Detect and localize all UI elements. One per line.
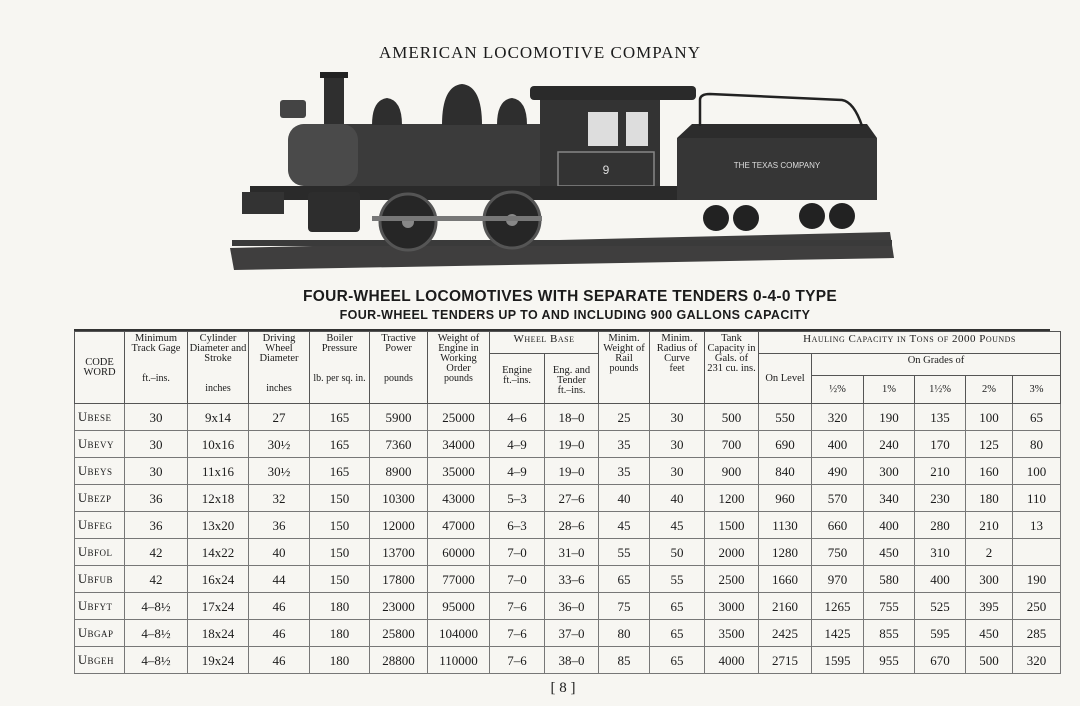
cell-tractive: 12000 <box>370 512 428 539</box>
cell-rail: 55 <box>599 539 650 566</box>
cell-grade-1: 755 <box>864 593 915 620</box>
cell-code-word: Ubese <box>75 404 125 431</box>
cell-grade-1: 955 <box>864 647 915 674</box>
cell-rail: 75 <box>599 593 650 620</box>
cell-grade-1: 855 <box>864 620 915 647</box>
cell-driving-wheel: 44 <box>249 566 310 593</box>
cell-weight: 77000 <box>428 566 490 593</box>
cell-curve: 50 <box>650 539 705 566</box>
specification-table <box>74 331 1061 674</box>
page-title: FOUR-WHEEL LOCOMOTIVES WITH SEPARATE TENDERS 0-4-0 TYPE <box>302 288 838 305</box>
cell-grade-3: 285 <box>1013 620 1061 647</box>
tender-lettering: THE TEXAS COMPANY <box>733 161 821 170</box>
cell-tank: 1200 <box>705 485 759 512</box>
table-row <box>75 647 1061 674</box>
cell-cylinder: 11x16 <box>188 458 249 485</box>
table-row <box>75 566 1061 593</box>
cell-boiler: 150 <box>310 566 370 593</box>
table-row <box>75 485 1061 512</box>
header-driving-wheel: Driving Wheel Diameter inches <box>249 332 310 404</box>
cell-weight: 25000 <box>428 404 490 431</box>
cell-grade-1: 580 <box>864 566 915 593</box>
cell-cylinder: 19x24 <box>188 647 249 674</box>
cell-tank: 3500 <box>705 620 759 647</box>
cab-number: 9 <box>602 163 610 177</box>
cell-on-level: 840 <box>759 458 812 485</box>
cell-on-level: 2425 <box>759 620 812 647</box>
cell-weight: 47000 <box>428 512 490 539</box>
header-rail-weight: Minim. Weight of Rail pounds <box>599 332 650 404</box>
table-row <box>75 512 1061 539</box>
cell-driving-wheel: 46 <box>249 593 310 620</box>
cell-grade-2: 180 <box>966 485 1013 512</box>
cell-grade-1-half: 135 <box>915 404 966 431</box>
cell-curve: 65 <box>650 647 705 674</box>
cell-on-level: 2160 <box>759 593 812 620</box>
cell-cylinder: 17x24 <box>188 593 249 620</box>
header-wb-engine: Engine ft.–ins. <box>490 354 545 404</box>
cell-wb-tender: 28–6 <box>545 512 599 539</box>
cell-gage: 30 <box>125 404 188 431</box>
header-boiler-pressure: Boiler Pressure lb. per sq. in. <box>310 332 370 404</box>
header-on-level: On Level <box>759 354 812 404</box>
cell-grade-2: 160 <box>966 458 1013 485</box>
cell-grade-3: 190 <box>1013 566 1061 593</box>
cell-grade-1-half: 310 <box>915 539 966 566</box>
header-grade-3: 3% <box>1013 376 1061 404</box>
cell-wb-tender: 38–0 <box>545 647 599 674</box>
cell-grade-1-half: 670 <box>915 647 966 674</box>
cell-tank: 3000 <box>705 593 759 620</box>
cell-cylinder: 16x24 <box>188 566 249 593</box>
cell-grade-half: 570 <box>812 485 864 512</box>
cell-rail: 40 <box>599 485 650 512</box>
cell-driving-wheel: 36 <box>249 512 310 539</box>
cell-gage: 30 <box>125 458 188 485</box>
cell-wb-engine: 4–9 <box>490 458 545 485</box>
cell-wb-engine: 4–9 <box>490 431 545 458</box>
cell-grade-3: 110 <box>1013 485 1061 512</box>
cell-grade-1-half: 280 <box>915 512 966 539</box>
cell-tractive: 10300 <box>370 485 428 512</box>
cell-gage: 36 <box>125 512 188 539</box>
header-tractive-power: Tractive Power pounds <box>370 332 428 404</box>
cell-cylinder: 10x16 <box>188 431 249 458</box>
cell-wb-tender: 27–6 <box>545 485 599 512</box>
cell-grade-1-half: 595 <box>915 620 966 647</box>
cell-tractive: 25800 <box>370 620 428 647</box>
cell-tank: 700 <box>705 431 759 458</box>
cell-grade-2: 210 <box>966 512 1013 539</box>
cell-gage: 42 <box>125 566 188 593</box>
cell-curve: 30 <box>650 431 705 458</box>
cell-cylinder: 9x14 <box>188 404 249 431</box>
cell-tractive: 17800 <box>370 566 428 593</box>
cell-grade-3: 80 <box>1013 431 1061 458</box>
cell-on-level: 1130 <box>759 512 812 539</box>
table-row <box>75 458 1061 485</box>
cell-boiler: 180 <box>310 647 370 674</box>
cell-grade-2: 450 <box>966 620 1013 647</box>
cell-code-word: Ubfeg <box>75 512 125 539</box>
header-grade-2: 2% <box>966 376 1013 404</box>
cell-rail: 80 <box>599 620 650 647</box>
cell-boiler: 150 <box>310 512 370 539</box>
cell-grade-2: 300 <box>966 566 1013 593</box>
cell-grade-2: 2 <box>966 539 1013 566</box>
cell-curve: 65 <box>650 593 705 620</box>
cell-weight: 104000 <box>428 620 490 647</box>
specification-table-wrapper <box>74 329 1050 674</box>
cell-boiler: 165 <box>310 458 370 485</box>
cell-code-word: Ubfub <box>75 566 125 593</box>
cell-grade-2: 500 <box>966 647 1013 674</box>
cell-weight: 34000 <box>428 431 490 458</box>
cell-tank: 500 <box>705 404 759 431</box>
cell-cylinder: 14x22 <box>188 539 249 566</box>
cell-grade-1: 450 <box>864 539 915 566</box>
header-hauling-capacity: Hauling Capacity in Tons of 2000 Pounds <box>759 332 1061 354</box>
cell-weight: 43000 <box>428 485 490 512</box>
cell-tank: 900 <box>705 458 759 485</box>
cell-wb-tender: 31–0 <box>545 539 599 566</box>
cell-driving-wheel: 40 <box>249 539 310 566</box>
cell-wb-engine: 7–6 <box>490 593 545 620</box>
cell-grade-1-half: 170 <box>915 431 966 458</box>
header-wb-tender: Eng. and Tender ft.–ins. <box>545 354 599 404</box>
header-grade-half: ½% <box>812 376 864 404</box>
header-grade-1: 1% <box>864 376 915 404</box>
cell-grade-1: 190 <box>864 404 915 431</box>
cell-wb-engine: 4–6 <box>490 404 545 431</box>
cell-boiler: 180 <box>310 593 370 620</box>
cell-curve: 30 <box>650 458 705 485</box>
cell-tractive: 23000 <box>370 593 428 620</box>
cell-wb-engine: 6–3 <box>490 512 545 539</box>
cell-tank: 4000 <box>705 647 759 674</box>
table-row <box>75 404 1061 431</box>
locomotive-illustration <box>222 70 902 280</box>
header-code-word: CODE WORD <box>75 332 125 404</box>
cell-tractive: 5900 <box>370 404 428 431</box>
cell-gage: 4–8½ <box>125 620 188 647</box>
cell-curve: 45 <box>650 512 705 539</box>
cell-grade-2: 100 <box>966 404 1013 431</box>
cell-rail: 65 <box>599 566 650 593</box>
cell-grade-2: 395 <box>966 593 1013 620</box>
cell-on-level: 1660 <box>759 566 812 593</box>
cell-boiler: 165 <box>310 431 370 458</box>
cell-weight: 95000 <box>428 593 490 620</box>
cell-curve: 55 <box>650 566 705 593</box>
cell-grade-1-half: 400 <box>915 566 966 593</box>
table-row <box>75 620 1061 647</box>
cell-driving-wheel: 30½ <box>249 431 310 458</box>
cell-weight: 110000 <box>428 647 490 674</box>
cell-code-word: Ubfyt <box>75 593 125 620</box>
cell-curve: 40 <box>650 485 705 512</box>
cell-code-word: Ubevy <box>75 431 125 458</box>
cell-grade-1: 400 <box>864 512 915 539</box>
cell-code-word: Ubgeh <box>75 647 125 674</box>
cell-tractive: 7360 <box>370 431 428 458</box>
specification-rows <box>75 404 1061 674</box>
page-subtitle: FOUR-WHEEL TENDERS UP TO AND INCLUDING 900 GALLONS CAPACITY <box>339 308 811 322</box>
cell-tractive: 13700 <box>370 539 428 566</box>
header-tank-capacity: Tank Capacity in Gals. of 231 cu. ins. <box>705 332 759 404</box>
cell-grade-3: 320 <box>1013 647 1061 674</box>
table-row <box>75 593 1061 620</box>
cell-wb-tender: 33–6 <box>545 566 599 593</box>
cell-grade-half: 1265 <box>812 593 864 620</box>
cell-wb-engine: 7–0 <box>490 566 545 593</box>
cell-grade-2: 125 <box>966 431 1013 458</box>
table-row <box>75 431 1061 458</box>
cell-grade-1: 300 <box>864 458 915 485</box>
cell-on-level: 960 <box>759 485 812 512</box>
cell-wb-tender: 36–0 <box>545 593 599 620</box>
header-curve-radius: Minim. Radius of Curve feet <box>650 332 705 404</box>
cell-rail: 25 <box>599 404 650 431</box>
cell-on-level: 550 <box>759 404 812 431</box>
cell-grade-3 <box>1013 539 1061 566</box>
cell-tank: 1500 <box>705 512 759 539</box>
cell-rail: 35 <box>599 431 650 458</box>
cell-tractive: 8900 <box>370 458 428 485</box>
cell-wb-engine: 7–0 <box>490 539 545 566</box>
cell-on-level: 2715 <box>759 647 812 674</box>
cell-grade-half: 490 <box>812 458 864 485</box>
cell-grade-3: 250 <box>1013 593 1061 620</box>
cell-grade-3: 100 <box>1013 458 1061 485</box>
cell-wb-engine: 7–6 <box>490 620 545 647</box>
cell-code-word: Ubgap <box>75 620 125 647</box>
page-header: AMERICAN LOCOMOTIVE COMPANY <box>378 43 701 62</box>
cell-grade-half: 400 <box>812 431 864 458</box>
page-number: [ 8 ] <box>550 680 576 696</box>
cell-tank: 2500 <box>705 566 759 593</box>
cell-curve: 30 <box>650 404 705 431</box>
cell-on-level: 1280 <box>759 539 812 566</box>
cell-weight: 60000 <box>428 539 490 566</box>
cell-wb-engine: 7–6 <box>490 647 545 674</box>
cell-grade-1-half: 210 <box>915 458 966 485</box>
header-on-grades: On Grades of <box>812 354 1061 376</box>
header-cylinder: Cylinder Diameter and Stroke inches <box>188 332 249 404</box>
cell-wb-engine: 5–3 <box>490 485 545 512</box>
cell-cylinder: 18x24 <box>188 620 249 647</box>
cell-boiler: 180 <box>310 620 370 647</box>
cell-grade-half: 660 <box>812 512 864 539</box>
cell-boiler: 150 <box>310 485 370 512</box>
cell-wb-tender: 18–0 <box>545 404 599 431</box>
cell-wb-tender: 19–0 <box>545 458 599 485</box>
cell-driving-wheel: 32 <box>249 485 310 512</box>
cell-wb-tender: 19–0 <box>545 431 599 458</box>
cell-code-word: Ubezp <box>75 485 125 512</box>
table-row <box>75 539 1061 566</box>
cell-gage: 4–8½ <box>125 593 188 620</box>
cell-tank: 2000 <box>705 539 759 566</box>
cell-grade-1: 340 <box>864 485 915 512</box>
header-wheel-base: Wheel Base <box>490 332 599 354</box>
header-track-gage: Minimum Track Gage ft.–ins. <box>125 332 188 404</box>
cell-grade-1: 240 <box>864 431 915 458</box>
cell-grade-half: 1425 <box>812 620 864 647</box>
cell-gage: 36 <box>125 485 188 512</box>
cell-weight: 35000 <box>428 458 490 485</box>
cell-on-level: 690 <box>759 431 812 458</box>
cell-curve: 65 <box>650 620 705 647</box>
cell-grade-3: 65 <box>1013 404 1061 431</box>
cell-grade-1-half: 230 <box>915 485 966 512</box>
cell-driving-wheel: 30½ <box>249 458 310 485</box>
cell-grade-half: 1595 <box>812 647 864 674</box>
cell-rail: 35 <box>599 458 650 485</box>
cell-gage: 30 <box>125 431 188 458</box>
cell-grade-1-half: 525 <box>915 593 966 620</box>
cell-driving-wheel: 27 <box>249 404 310 431</box>
cell-code-word: Ubfol <box>75 539 125 566</box>
cell-cylinder: 12x18 <box>188 485 249 512</box>
cell-grade-half: 320 <box>812 404 864 431</box>
cell-wb-tender: 37–0 <box>545 620 599 647</box>
cell-gage: 4–8½ <box>125 647 188 674</box>
cell-boiler: 165 <box>310 404 370 431</box>
cell-cylinder: 13x20 <box>188 512 249 539</box>
header-weight: Weight of Engine in Working Order pounds <box>428 332 490 404</box>
cell-code-word: Ubeys <box>75 458 125 485</box>
cell-grade-3: 13 <box>1013 512 1061 539</box>
cell-tractive: 28800 <box>370 647 428 674</box>
cell-gage: 42 <box>125 539 188 566</box>
cell-grade-half: 970 <box>812 566 864 593</box>
cell-rail: 45 <box>599 512 650 539</box>
cell-driving-wheel: 46 <box>249 647 310 674</box>
cell-grade-half: 750 <box>812 539 864 566</box>
header-grade-1-half: 1½% <box>915 376 966 404</box>
cell-boiler: 150 <box>310 539 370 566</box>
cell-rail: 85 <box>599 647 650 674</box>
cell-driving-wheel: 46 <box>249 620 310 647</box>
